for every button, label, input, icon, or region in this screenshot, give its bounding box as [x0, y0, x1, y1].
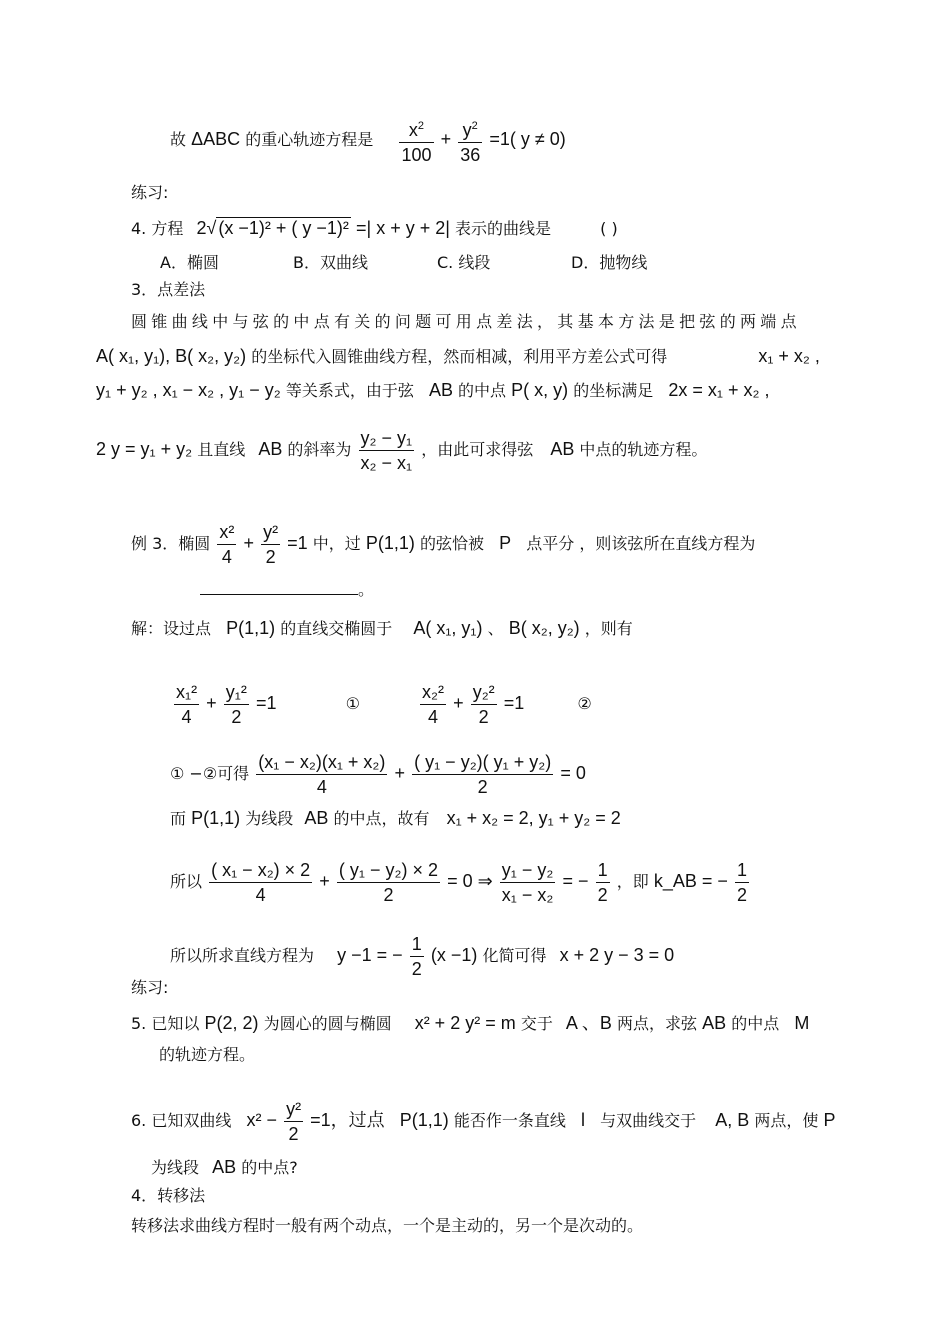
fraction: $\frac{1}{2}$ — [736, 860, 747, 905]
fraction: $\frac{\text{y₂²}}{2}$ — [472, 682, 495, 727]
q4-option-d: D．抛物线 — [571, 253, 648, 272]
paragraph-line: y₁ + y₂ , x₁ − x₂ , y₁ − y₂ 等关系式，由于弦 AB 的中点 P( x, y) 的坐标满足 2x = x₁ + x₂ , — [96, 380, 770, 400]
section-4-heading: 4．转移法 — [131, 1186, 206, 1205]
fraction: $\frac{\text{y₁²}}{2}$ — [225, 682, 247, 727]
paragraph-line: 圆锥曲线中与弦的中点有关的问题可用点差法，其基本方法是把弦的两端点 — [131, 312, 801, 331]
text: 的重心轨迹方程是 — [245, 130, 374, 149]
q4-option-b: B．双曲线 — [293, 253, 368, 272]
paragraph-line: 2 y = y₁ + y₂ 且直线 AB 的斜率为 $\frac{\text{y₂ − y₁}}{\text{x₂ − x₁}}$ ，由此可求得弦 AB 中点的轨迹方程。 — [96, 428, 708, 473]
question-6-cont: 为线段 AB 的中点? — [151, 1157, 298, 1177]
difference-equation: ① −②可得 $\frac{\text{(x₁ − x₂)(x₁ + x₂)}}{4}$ + $\frac{\text{( y₁ − y₂)( y₁ + y₂)}}{2}$ = 0 — [170, 752, 586, 797]
fraction: $\frac{y^2}{36}$ — [458, 114, 482, 167]
answer-blank — [200, 580, 358, 595]
line-equation: 所以所求直线方程为 y −1 = − $\frac{1}{2}$ (x −1) 化简可得 x + 2 y − 3 = 0 — [170, 934, 675, 979]
answer-blank-line: 。 — [200, 580, 374, 600]
section-3-heading: 3．点差法 — [131, 280, 206, 299]
fraction: $\frac{\text{x₂²}}{4}$ — [422, 682, 444, 727]
paragraph-line: 转移法求曲线方程时一般有两个动点，一个是主动的，另一个是次动的。 — [131, 1216, 644, 1235]
q4-option-c: C. 线段 — [437, 253, 491, 272]
question-5-cont: 的轨迹方程。 — [159, 1045, 256, 1064]
q4-option-a: A．椭圆 — [160, 253, 219, 272]
triangle-abc: ΔABC — [191, 129, 241, 149]
equation-1: $\frac{\text{x₁²}}{4}$ + $\frac{\text{y₁²}}{2}$ =1 ① — [176, 682, 360, 727]
centroid-trajectory-line: 故 ΔABC 的重心轨迹方程是 $\frac{x^2}{100}$ + $\frac{y^2}{36}$ =1( y ≠ 0) — [170, 114, 566, 167]
question-6: 6. 已知双曲线 x² − $\frac{\text{y²}}{2}$ =1，过点 P(1,1) 能否作一条直线 l 与双曲线交于 A, B 两点，使 P — [131, 1099, 836, 1144]
paragraph-line: A( x₁, y₁), B( x₂, y₂) 的坐标代入圆锥曲线方程，然而相减，利用平方差公式可得 x₁ + x₂ , — [96, 346, 820, 366]
fraction: $\frac{\text{y₁ − y₂}}{\text{x₁ − x₂}}$ — [501, 860, 554, 905]
fraction: $\frac{\text{( y₁ − y₂) × 2}}{2}$ — [338, 860, 438, 905]
equation-tail: =1( y ≠ 0) — [489, 129, 566, 149]
fraction: $\frac{x^2}{100}$ — [399, 114, 433, 167]
text: 故 — [170, 130, 187, 149]
question-5: 5. 已知以 P(2, 2) 为圆心的圆与椭圆 x² + 2 y² = m 交于 A 、B 两点，求弦 AB 的中点 M — [131, 1013, 810, 1033]
fraction: $\frac{\text{y²}}{2}$ — [286, 1099, 302, 1144]
fraction: $\frac{\text{y²}}{2}$ — [263, 522, 279, 567]
fraction: $\frac{\text{x²}}{4}$ — [219, 522, 235, 567]
slope-fraction: $\frac{\text{y₂ − y₁}}{\text{x₂ − x₁}}$ — [360, 428, 413, 473]
question-4: 4. 方程 2√ (x −1)² + ( y −1)² =| x + y + 2| 表示的曲线是 ( ) — [131, 218, 618, 238]
fraction: $\frac{\text{x₁²}}{4}$ — [176, 682, 198, 727]
equation-2: $\frac{\text{x₂²}}{4}$ + $\frac{\text{y₂²}}{2}$ =1 ② — [422, 682, 592, 727]
fraction: $\frac{1}{2}$ — [411, 934, 422, 979]
example-3: 例 3．椭圆 $\frac{\text{x²}}{4}$ + $\frac{\text{y²}}{2}$ =1 中，过 P(1,1) 的弦恰被 P 点平分 ，则该弦所在直线方程为 — [131, 522, 756, 567]
radical: (x −1)² + ( y −1)² — [218, 218, 349, 238]
fraction: $\frac{1}{2}$ — [597, 860, 608, 905]
solution-intro: 解：设过点 P(1,1) 的直线交椭圆于 A( x₁, y₁) 、 B( x₂, y₂) ，则有 — [131, 618, 633, 638]
fraction: $\frac{\text{(x₁ − x₂)(x₁ + x₂)}}{4}$ — [258, 752, 386, 797]
practice-heading: 练习: — [131, 978, 169, 997]
therefore-line: 所以 $\frac{\text{( x₁ − x₂) × 2}}{4}$ + $\frac{\text{( y₁ − y₂) × 2}}{2}$ = 0 ⇒ $\frac{\text{y₁ − y₂}}{\text{x₁ − x₂}}$ = − $\frac{1}{2}$ ，即 k_AB = − $\frac{1}{2}$ — [170, 860, 747, 905]
fraction: $\frac{\text{( x₁ − x₂) × 2}}{4}$ — [211, 860, 311, 905]
fraction: $\frac{\text{( y₁ − y₂)( y₁ + y₂)}}{2}$ — [414, 752, 552, 797]
practice-heading: 练习: — [131, 183, 169, 202]
midpoint-line: 而 P(1,1) 为线段 AB 的中点，故有 x₁ + x₂ = 2, y₁ + y₂ = 2 — [170, 808, 621, 828]
